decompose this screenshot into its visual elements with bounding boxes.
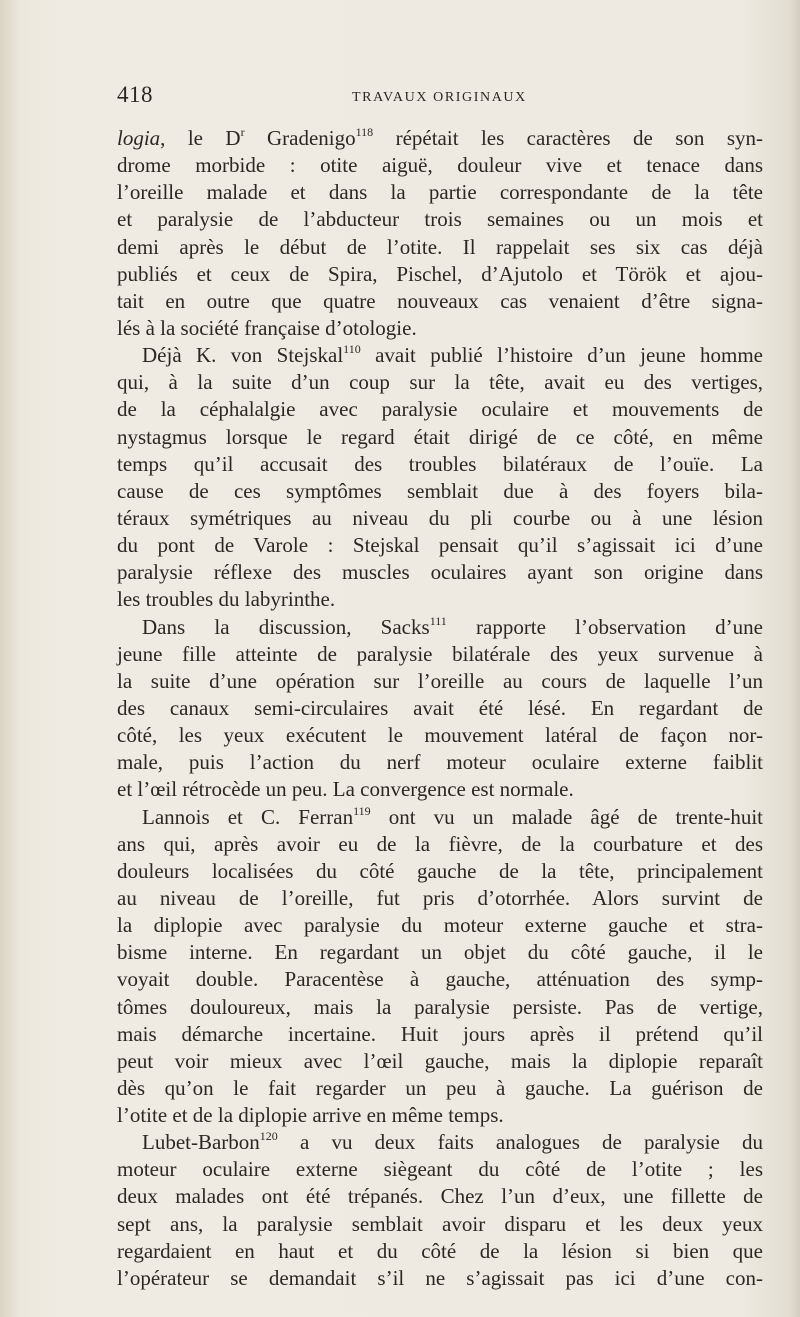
text-line: l’oreille malade et dans la partie correspondante de la tête <box>117 180 763 205</box>
text-line: bisme interne. En regardant un objet du côté gauche, il le <box>117 940 763 965</box>
text-line: drome morbide : otite aiguë, douleur vive et tenace dans <box>117 153 763 178</box>
text-line: et paralysie de l’abducteur trois semaines ou un mois et <box>117 207 763 232</box>
text-line: cause de ces symptômes semblait due à des foyers bila- <box>117 478 763 503</box>
text-line: au niveau de l’oreille, fut pris d’otorrhée. Alors survint de <box>117 885 763 910</box>
text-line: paralysie réflexe des muscles oculaires ayant son origine dans <box>117 560 763 585</box>
text-line: du pont de Varole : Stejskal pensait qu’il s’agissait ici d’une <box>117 533 763 558</box>
text-line: qui, à la suite d’un coup sur la tête, avait eu des vertiges, <box>117 370 763 395</box>
text-line: publiés et ceux de Spira, Pischel, d’Ajutolo et Török et ajou- <box>117 261 763 286</box>
text-line: tômes douloureux, mais la paralysie persiste. Pas de vertige, <box>117 994 763 1019</box>
body-text <box>117 125 763 1292</box>
text-line: deux malades ont été trépanés. Chez l’un d’eux, une fillette de <box>117 1184 763 1209</box>
footnote-ref: 110 <box>343 342 361 357</box>
text-line: côté, les yeux exécutent le mouvement latéral de façon nor- <box>117 723 763 748</box>
text-line: téraux symétriques au niveau du pli courbe ou à une lésion <box>117 505 763 530</box>
text-line: de la céphalalgie avec paralysie oculaire et mouvements de <box>117 397 763 422</box>
text-line: peut voir mieux avec l’œil gauche, mais la diplopie reparaît <box>117 1048 763 1073</box>
text-line: logia, le $D^r$ Gradenigo$^{118}$ répétait les caractères de son syn- <box>117 125 763 150</box>
text-line: temps qu’il accusait des troubles bilatéraux de l’ouïe. La <box>117 451 763 476</box>
footnote-ref: 119 <box>353 803 371 818</box>
footnote-ref: 118 <box>355 125 374 139</box>
text-line: demi après le début de l’otite. Il rappelait ses six cas déjà <box>117 234 763 259</box>
text-line: l’opérateur se demandait s’il ne s’agissait pas ici d’une con- <box>117 1265 763 1290</box>
text-line: male, puis l’action du nerf moteur oculaire externe faiblit <box>117 750 763 775</box>
text-line: Dans la discussion, Sacks$^{111}$ rapporte l’observation d’une <box>142 613 763 639</box>
text-line: nystagmus lorsque le regard était dirigé de ce côté, en même <box>117 424 763 449</box>
footnote-ref: 120 <box>259 1129 278 1144</box>
text-line: mais démarche incertaine. Huit jours après il prétend qu’il <box>117 1021 763 1046</box>
text-line: regardaient en haut et du côté de la lésion si bien que <box>117 1238 763 1263</box>
text-line: Lannois et C. Ferran$^{119}$ ont vu un malade âgé de trente-huit <box>142 803 763 829</box>
text-line: la suite d’une opération sur l’oreille au cours de laquelle l’un <box>117 668 763 693</box>
text-line: des canaux semi-circulaires avait été lésé. En regardant de <box>117 695 763 720</box>
text-line: la diplopie avec paralysie du moteur externe gauche et stra- <box>117 913 763 938</box>
text-line: jeune fille atteinte de paralysie bilatérale des yeux survenue à <box>117 641 763 666</box>
text-line: voyait double. Paracentèse à gauche, atténuation des symp- <box>117 967 763 992</box>
text-line: Déjà K. von Stejskal$^{110}$ avait publié l’histoire d’un jeune homme <box>142 342 763 368</box>
text-line: ans qui, après avoir eu de la fièvre, de la courbature et des <box>117 831 763 856</box>
text-line: lés à la société française d’otologie. <box>117 315 417 340</box>
text-line: douleurs localisées du côté gauche de la tête, principalement <box>117 858 763 883</box>
footnote-ref: 111 <box>429 613 447 628</box>
text-line: dès qu’on le fait regarder un peu à gauche. La guérison de <box>117 1075 763 1100</box>
text-line: les troubles du labyrinthe. <box>117 587 336 612</box>
text-line: tait en outre que quatre nouveaux cas venaient d’être signa- <box>117 288 763 313</box>
text-line: Lubet-Barbon$^{120}$ a vu deux faits analogues de paralysie du <box>142 1129 763 1155</box>
text-line: sept ans, la paralysie semblait avoir disparu et les deux yeux <box>117 1211 763 1236</box>
text-line: et l’œil rétrocède un peu. La convergence est normale. <box>117 777 574 802</box>
page-header <box>117 82 772 114</box>
text-line: l’otite et de la diplopie arrive en même temps. <box>117 1103 504 1128</box>
running-head: TRAVAUX ORIGINAUX <box>352 90 527 105</box>
text-line: moteur oculaire externe siègeant du côté de l’otite ; les <box>117 1157 763 1182</box>
page-number: 418 <box>117 82 153 107</box>
